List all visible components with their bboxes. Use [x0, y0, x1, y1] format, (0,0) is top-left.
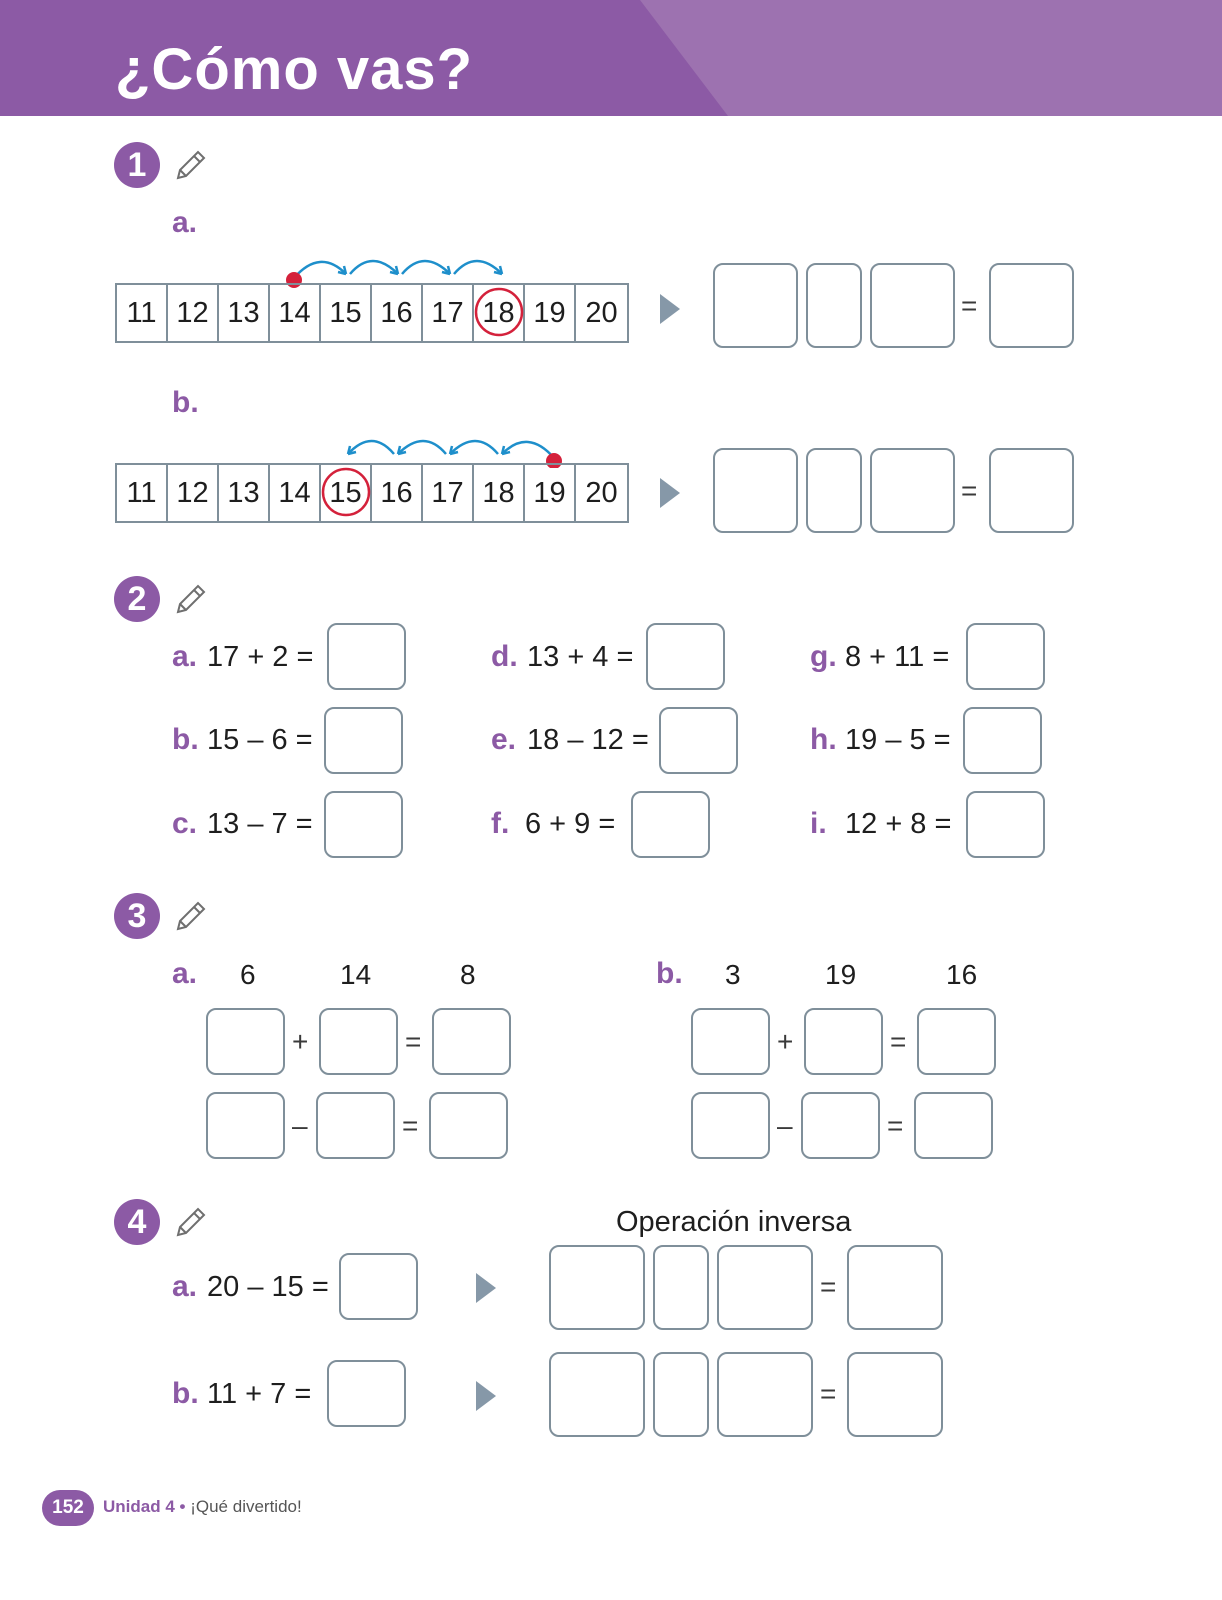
answer-box[interactable] [327, 1360, 406, 1427]
operator-box[interactable] [806, 263, 862, 348]
number-cell: 14 [270, 465, 321, 521]
arrow-right-icon [476, 1273, 496, 1303]
exercise-3-badge: 3 [114, 893, 160, 939]
plus-sign: + [777, 1026, 794, 1057]
number-cell: 12 [168, 285, 219, 341]
answer-box[interactable] [963, 707, 1042, 774]
number-cell: 17 [423, 465, 474, 521]
number-cell: 14 [270, 285, 321, 341]
footer-unit: Unidad 4 [103, 1497, 175, 1516]
ex2-d-expression: 13 + 4 = [527, 641, 634, 673]
arrow-right-icon [660, 294, 680, 324]
footer-unit-line [103, 1497, 302, 1517]
answer-box[interactable] [206, 1008, 285, 1075]
result-box[interactable] [989, 263, 1074, 348]
operator-box[interactable] [653, 1245, 709, 1330]
result-box[interactable] [432, 1008, 511, 1075]
ex3-b-label: b. [656, 957, 683, 990]
number-cell: 20 [585, 297, 618, 329]
answer-box[interactable] [804, 1008, 883, 1075]
number-cell: 13 [219, 465, 270, 521]
answer-box[interactable] [659, 707, 738, 774]
number-cell: 13 [219, 285, 270, 341]
answer-box[interactable] [206, 1092, 285, 1159]
ex2-h-label: h. [810, 723, 837, 756]
result-box[interactable] [429, 1092, 508, 1159]
arrow-right-icon [660, 478, 680, 508]
equals-sign: = [402, 1110, 419, 1141]
arrow-right-icon [476, 1381, 496, 1411]
number-cell: 16 [372, 285, 423, 341]
ex3-b-number: 16 [946, 959, 978, 990]
ex2-e-label: e. [491, 723, 517, 756]
circled-number: 18 [482, 297, 515, 329]
ex3-a-number: 6 [240, 959, 256, 990]
ex2-h-expression: 19 – 5 = [845, 724, 951, 756]
ex3-a-label: a. [172, 957, 198, 990]
answer-box[interactable] [327, 623, 406, 690]
exercise-1-badge: 1 [114, 142, 160, 188]
equals-sign: = [405, 1026, 422, 1057]
exercise-2-badge: 2 [114, 576, 160, 622]
equals-sign: = [890, 1026, 907, 1057]
answer-box[interactable] [717, 1352, 813, 1437]
ex2-c-label: c. [172, 807, 198, 840]
ex1-a-label: a. [172, 206, 198, 239]
ex2-f-expression: 6 + 9 = [525, 808, 616, 840]
result-box[interactable] [989, 448, 1074, 533]
answer-box[interactable] [324, 707, 403, 774]
equals-sign: = [820, 1271, 837, 1302]
ex2-d-label: d. [491, 640, 518, 673]
equals-sign: = [887, 1110, 904, 1141]
result-box[interactable] [847, 1245, 943, 1330]
number-cell: 20 [585, 477, 618, 509]
number-cell: 18 [474, 465, 525, 521]
ex1-a-jump-arrows [280, 246, 520, 288]
answer-box[interactable] [646, 623, 725, 690]
answer-box[interactable] [713, 448, 798, 533]
answer-box[interactable] [966, 791, 1045, 858]
red-circle-mark [474, 287, 524, 339]
ex4-b-label: b. [172, 1377, 199, 1410]
operator-box[interactable] [806, 448, 862, 533]
answer-box[interactable] [549, 1245, 645, 1330]
number-cell: 15 [321, 285, 372, 341]
number-cell: 12 [168, 465, 219, 521]
result-box[interactable] [917, 1008, 996, 1075]
answer-box[interactable] [870, 263, 955, 348]
ex2-f-label: f. [491, 807, 510, 840]
ex2-b-expression: 15 – 6 = [207, 724, 313, 756]
answer-box[interactable] [966, 623, 1045, 690]
page-title: ¿Cómo vas? [115, 37, 474, 102]
number-cell: 19 [525, 465, 576, 521]
answer-box[interactable] [691, 1008, 770, 1075]
footer-bullet: • [179, 1497, 186, 1516]
ex3-a-number: 8 [460, 959, 476, 990]
footer-subtitle: ¡Qué divertido! [190, 1497, 302, 1516]
ex1-b-number-line [115, 463, 629, 523]
ex1-b-label: b. [172, 386, 199, 419]
red-circle-mark [321, 467, 371, 519]
equals-sign: = [961, 475, 978, 506]
ex4-a-label: a. [172, 1270, 198, 1303]
result-box[interactable] [847, 1352, 943, 1437]
minus-sign: – [292, 1110, 308, 1141]
ex4-b-expression: 11 + 7 = [207, 1378, 312, 1410]
ex2-c-expression: 13 – 7 = [207, 808, 313, 840]
inverse-operation-caption: Operación inversa [616, 1206, 852, 1238]
ex4-a-expression: 20 – 15 = [207, 1271, 329, 1303]
answer-box[interactable] [324, 791, 403, 858]
answer-box[interactable] [717, 1245, 813, 1330]
ex2-a-expression: 17 + 2 = [207, 641, 314, 673]
equals-sign: = [961, 290, 978, 321]
answer-box[interactable] [691, 1092, 770, 1159]
pencil-icon [170, 580, 210, 620]
number-cell: 17 [423, 285, 474, 341]
ex1-b-jump-arrows [340, 426, 570, 468]
ex3-a-number: 14 [340, 959, 372, 990]
pencil-icon [170, 146, 210, 186]
number-cell-circled [474, 285, 525, 341]
ex2-i-expression: 12 + 8 = [845, 808, 952, 840]
pencil-icon [170, 1203, 210, 1243]
number-cell: 11 [117, 465, 168, 521]
plus-sign: + [292, 1026, 309, 1057]
ex2-a-label: a. [172, 640, 198, 673]
circled-number: 15 [329, 477, 362, 509]
answer-box[interactable] [631, 791, 710, 858]
number-cell: 19 [525, 285, 576, 341]
answer-box[interactable] [549, 1352, 645, 1437]
answer-box[interactable] [319, 1008, 398, 1075]
number-cell: 11 [117, 285, 168, 341]
pencil-icon [170, 897, 210, 937]
result-box[interactable] [914, 1092, 993, 1159]
answer-box[interactable] [713, 263, 798, 348]
ex3-b-number: 19 [825, 959, 857, 990]
exercise-4-badge: 4 [114, 1199, 160, 1245]
minus-sign: – [777, 1110, 793, 1141]
ex2-i-label: i. [810, 807, 827, 840]
answer-box[interactable] [801, 1092, 880, 1159]
equals-sign: = [820, 1378, 837, 1409]
ex3-b-number: 3 [725, 959, 741, 990]
ex2-b-label: b. [172, 723, 199, 756]
answer-box[interactable] [870, 448, 955, 533]
answer-box[interactable] [339, 1253, 418, 1320]
ex2-g-expression: 8 + 11 = [845, 641, 950, 673]
ex2-g-label: g. [810, 640, 837, 673]
operator-box[interactable] [653, 1352, 709, 1437]
ex2-e-expression: 18 – 12 = [527, 724, 649, 756]
number-cell-circled [321, 465, 372, 521]
answer-box[interactable] [316, 1092, 395, 1159]
ex1-a-number-line [115, 283, 629, 343]
page-number: 152 [42, 1490, 94, 1526]
number-cell: 16 [372, 465, 423, 521]
